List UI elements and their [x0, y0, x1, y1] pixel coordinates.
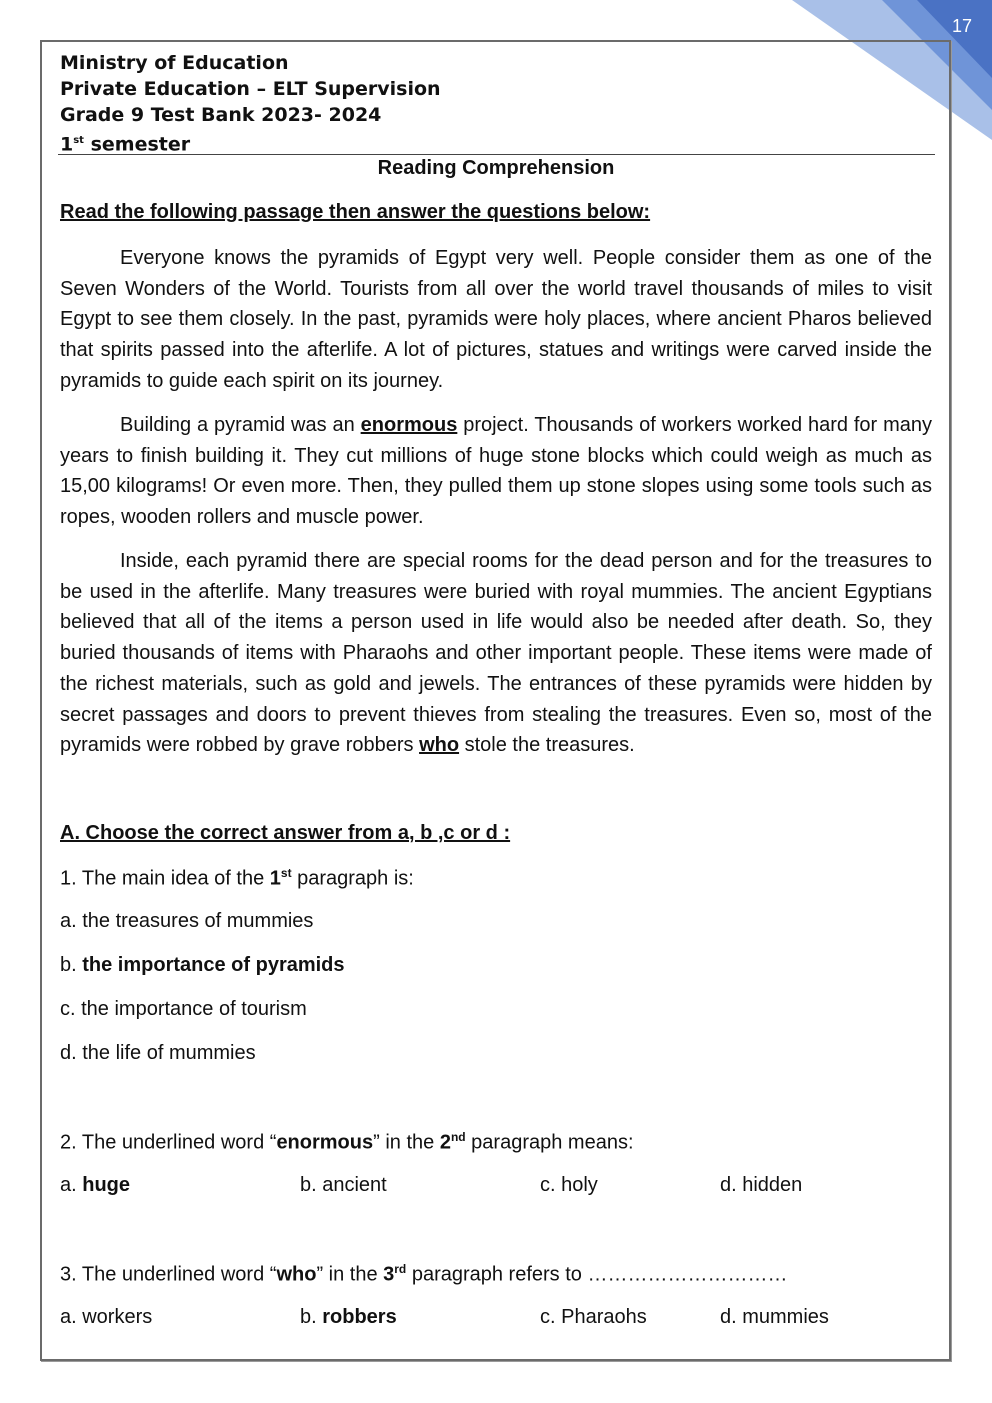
passage-paragraph-1: Everyone knows the pyramids of Egypt very well. People consider them as one of the Seven Wonders of the World. Tourists from all over the world travel thousands of miles to visit Egypt to see them closely. In the past, pyramids were holy places, where ancient Pharos believed that spirits passed into the afterlife. A lot of pictures, statues and writings were carved inside the pyramids to guide each spirit on its journey.: [60, 247, 932, 392]
header-test-bank: Grade 9 Test Bank 2023- 2024: [60, 104, 382, 126]
q3-option-a: a. workers: [60, 1306, 153, 1328]
page-number: 17: [951, 16, 972, 36]
q2-option-d: d. hidden: [720, 1174, 803, 1196]
q1-option-b: b. the importance of pyramids: [60, 954, 345, 976]
question-3: 3. The underlined word “who” in the 3rd paragraph refers to …………………………: [60, 1262, 788, 1286]
q3-option-d: d. mummies: [720, 1306, 829, 1328]
section-a-heading: A. Choose the correct answer from a, b ,c or d :: [60, 822, 511, 844]
q3-option-b: b. robbers: [300, 1306, 397, 1328]
section-title: Reading Comprehension: [377, 157, 615, 179]
q2-option-a: a. huge: [60, 1174, 131, 1196]
passage-paragraph-2: Building a pyramid was an enormous project. Thousands of workers worked hard for many years to finish building it. They cut millions of huge stone blocks which could weigh as much as 15,00 kilograms! Or even more. Then, they pulled them up stone slopes using some tools such as ropes, wooden rollers and muscle power.: [60, 414, 932, 529]
q1-option-d: d. the life of mummies: [60, 1042, 256, 1064]
question-2: 2. The underlined word “enormous” in the 2nd paragraph means:: [60, 1130, 634, 1154]
passage-paragraph-3: Inside, each pyramid there are special rooms for the dead person and for the treasures to be used in the afterlife. Many treasures were buried with royal mummies. The ancient Egyptians believed that all of the items a person used in life would also be needed after death. So, they buried thousands of items with Pharaohs and other important people. These items were made of the richest materials, such as gold and jewels. The entrances of these pyramids were hidden by secret passages and doors to prevent thieves from stealing the treasures. Even so, most of the pyramids were robbed by grave robbers who stole the treasures.: [60, 550, 932, 757]
header-department: Private Education – ELT Supervision: [60, 78, 441, 100]
underlined-word-who: who: [419, 734, 460, 757]
passage-instruction: Read the following passage then answer the questions below:: [60, 201, 651, 223]
q1-option-c: c. the importance of tourism: [60, 998, 307, 1020]
header-ministry: Ministry of Education: [60, 52, 289, 74]
q3-option-c: c. Pharaohs: [540, 1306, 647, 1328]
header-semester: 1st semester: [60, 133, 191, 156]
document-header: [60, 50, 441, 157]
q2-option-b: b. ancient: [300, 1174, 387, 1196]
header-divider: [58, 154, 935, 155]
q2-option-c: c. holy: [540, 1174, 598, 1196]
question-1: 1. The main idea of the 1st paragraph is:: [60, 866, 414, 890]
underlined-word-enormous: enormous: [360, 414, 458, 436]
q1-option-a: a. the treasures of mummies: [60, 910, 314, 932]
